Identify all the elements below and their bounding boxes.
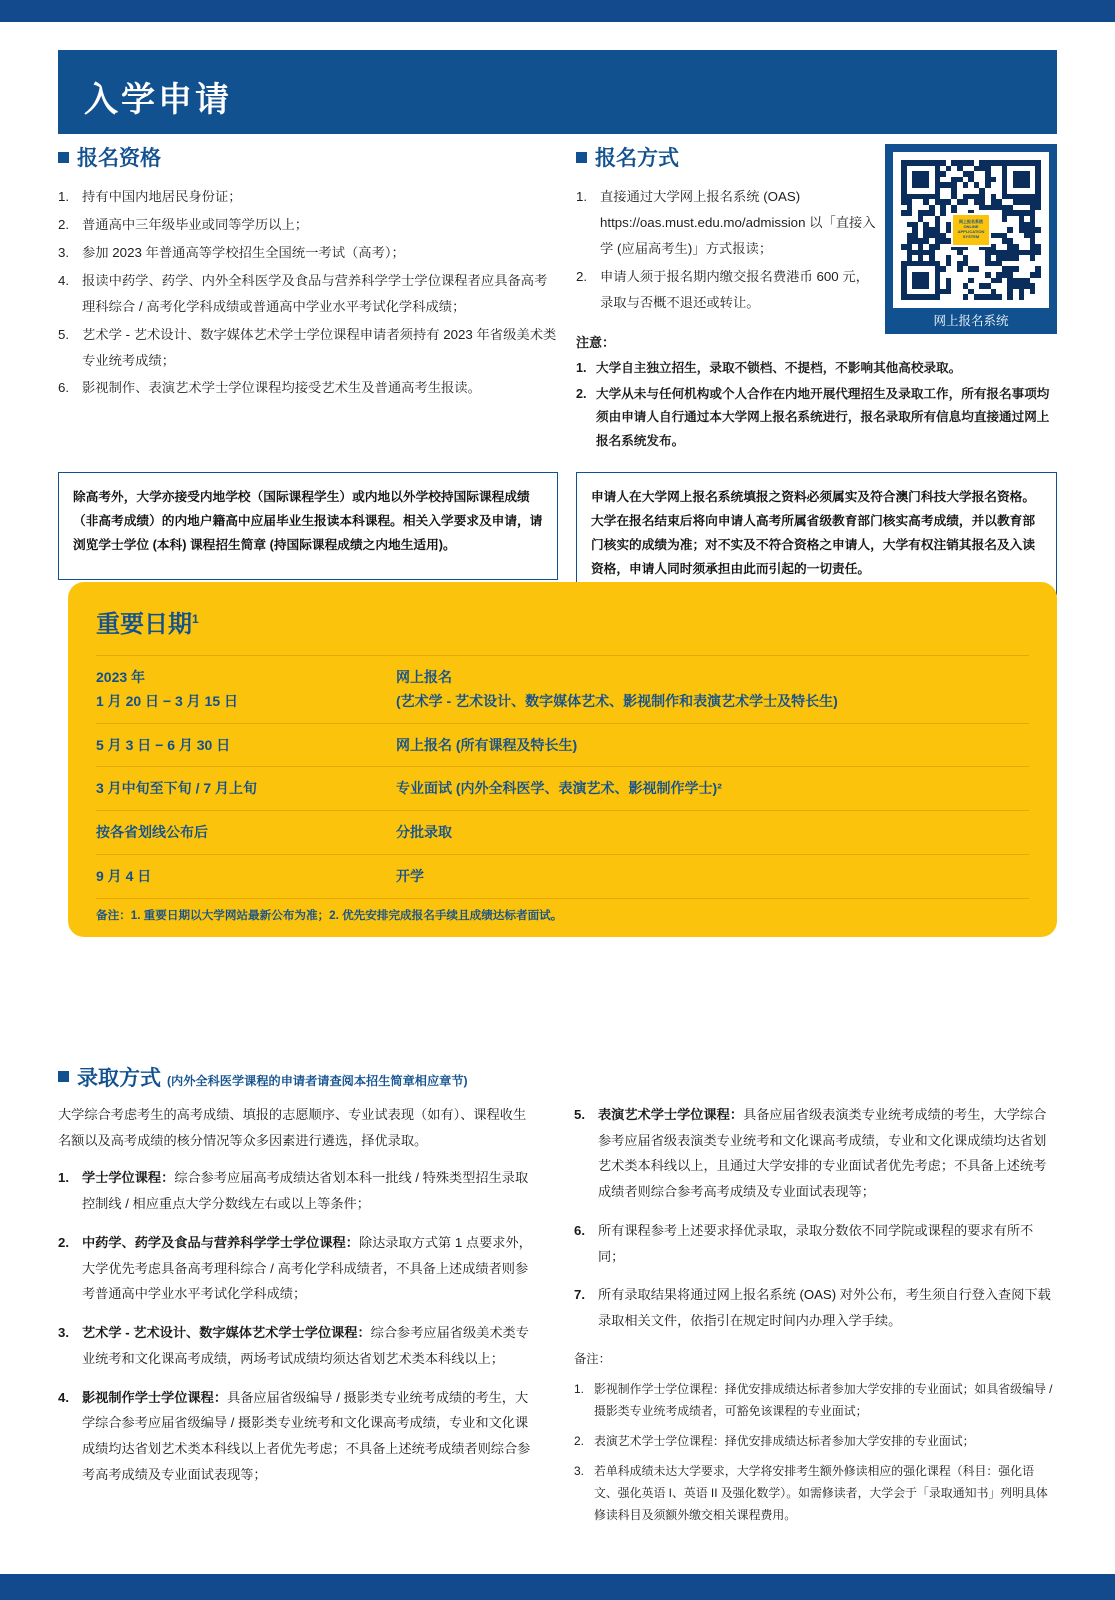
desc-cell: 开学 — [396, 867, 424, 884]
list-text-bold: 艺术学 - 艺术设计、数字媒体艺术学士学位课程： — [82, 1325, 371, 1341]
desc-line: 网上报名 — [396, 669, 452, 685]
list-item — [576, 264, 876, 316]
list-index: 3. — [58, 244, 70, 260]
list-index: 2. — [576, 386, 587, 401]
list-item — [576, 184, 876, 262]
list-item — [58, 1165, 538, 1216]
admission-heading — [58, 1062, 1057, 1092]
date-cell: 按各省划线公布后 — [96, 824, 208, 841]
list-index: 1. — [574, 1381, 584, 1396]
list-text: 所有录取结果将通过网上报名系统 (OAS) 对外公布，考生须自行登入查阅下载录取相关文件，依指引在规定时间内办理入学手续。 — [598, 1287, 1051, 1329]
list-item — [58, 240, 558, 266]
bottom-bar — [0, 1574, 1115, 1600]
admission-columns — [58, 1102, 1057, 1534]
list-index: 4. — [58, 1389, 69, 1405]
eligibility-list — [58, 184, 558, 401]
eligibility-heading-text: 报名资格 — [77, 147, 161, 170]
list-text-rest: 具备应届省级表演类专业统考成绩的考生，大学综合参考应届省级表演类专业统考和文化课高考成绩，专业和文化课成绩均达省划艺术类本科线以上，且通过大学安排的专业面试者优先考虑；不具备上述统考成绩者则综合参考高考成绩及专业面试表现等； — [598, 1107, 1047, 1200]
top-bar — [0, 0, 1115, 22]
list-index: 4. — [58, 272, 70, 288]
eligibility-callout-box: 除高考外，大学亦接受内地学校（国际课程学生）或内地以外学校持国际课程成绩（非高考成绩）的内地户籍高中应届毕业生报读本科课程。相关入学要求及申请，请浏览学士学位 (本科) 课程招生简章 (持国际课程成绩之内地生适用)。 — [58, 472, 558, 580]
list-item — [58, 268, 558, 320]
qr-caption: 网上报名系统 — [933, 314, 1009, 328]
desc-line: (艺术学 - 艺术设计、数字媒体艺术、影视制作和表演艺术学士及特长生) — [396, 692, 838, 709]
list-text: 艺术学 - 艺术设计、数字媒体艺术学士学位课程申请者须持有 2023 年省级美术类专业统考成绩； — [82, 326, 557, 368]
list-item — [58, 212, 558, 238]
page-title: 入学申请 — [84, 81, 232, 119]
list-index: 2. — [574, 1433, 584, 1448]
list-item — [58, 1385, 538, 1488]
list-item — [574, 1430, 1054, 1452]
list-text: 表演艺术学士学位课程：择优安排成绩达标者参加大学安排的专业面试； — [594, 1433, 975, 1448]
list-text: 大学从未与任何机构或个人合作在内地开展代理招生及录取工作，所有报名事项均须由申请人自行通过本大学网上报名系统进行，报名录取所有信息均直接通过网上报名系统发布。 — [596, 386, 1050, 448]
desc-cell: 分批录取 — [396, 824, 452, 841]
admission-subheading: (内外全科医学课程的申请者请查阅本招生简章相应章节) — [167, 1074, 468, 1088]
list-item — [574, 1102, 1054, 1205]
list-item — [58, 1320, 538, 1371]
list-text: 影视制作学士学位课程：择优安排成绩达标者参加大学安排的专业面试；如具省级编导 / 摄影类专业统考成绩者，可豁免该课程的专业面试； — [594, 1381, 1053, 1418]
square-bullet-icon — [576, 152, 587, 163]
list-index: 2. — [576, 268, 588, 284]
list-text: 所有课程参考上述要求择优录取，录取分数依不同学院或课程的要求有所不同； — [598, 1222, 1034, 1264]
admission-intro: 大学综合考虑考生的高考成绩、填报的志愿顺序、专业试表现（如有）、课程收生名额以及高考成绩的核分情况等众多因素进行遴选，择优录取。 — [58, 1107, 527, 1148]
list-item — [574, 1378, 1054, 1422]
list-text: 报读中药学、药学、内外全科医学及食品与营养科学学士学位课程者应具备高考理科综合 / 高考化学科成绩或普通高中学业水平考试化学科成绩； — [82, 272, 548, 314]
list-index: 1. — [58, 1170, 69, 1186]
list-index: 5. — [574, 1107, 585, 1122]
application-callout-box: 申请人在大学网上报名系统填报之资料必须属实及符合澳门科技大学报名资格。大学在报名结束后将向申请人高考所属省级教育部门核实高考成绩，并以教育部门核实的成绩为准；对不实及不符合资格之申请人，大学有权注销其报名及入读资格，申请人同时须承担由此而引起的一切责任。 — [576, 472, 1057, 595]
list-index: 5. — [58, 326, 70, 342]
page-title-band — [58, 50, 1057, 134]
table-row — [96, 810, 1029, 854]
table-row — [96, 766, 1029, 810]
date-cell: 5 月 3 日 − 6 月 30 日 — [96, 736, 231, 753]
qr-center-label: 网上报名系统 ONLINE APPLICATION SYSTEM — [951, 213, 991, 247]
important-dates-panel — [68, 582, 1057, 937]
list-text-rest: 除达录取方式第 1 点要求外，大学优先考虑具备高考理科综合 / 高考化学科成绩者，不具备上述成绩者则参考普通高中学业水平考试化学科成绩； — [82, 1234, 532, 1302]
list-index: 6. — [58, 380, 70, 396]
list-text — [598, 1102, 1054, 1205]
list-text — [82, 1230, 538, 1307]
list-text — [82, 1385, 538, 1488]
list-item — [58, 184, 558, 210]
eligibility-section — [58, 142, 558, 403]
date-line: 1 月 20 日 − 3 月 15 日 — [96, 692, 239, 709]
list-text: 参加 2023 年普通高等学校招生全国统一考试（高考）； — [82, 244, 405, 260]
date-line: 2023 年 — [96, 669, 146, 685]
qr-code-panel — [885, 144, 1057, 334]
date-cell — [96, 666, 396, 714]
table-row — [96, 655, 1029, 723]
table-row — [96, 854, 1029, 898]
list-text: 大学自主独立招生，录取不锁档、不提档，不影响其他高校录取。 — [596, 360, 962, 375]
list-item — [58, 375, 558, 401]
list-item — [58, 322, 558, 374]
eligibility-heading — [58, 142, 558, 172]
list-item — [574, 1460, 1054, 1526]
notice-title: 注意： — [576, 334, 616, 350]
square-bullet-icon — [58, 1071, 69, 1082]
important-dates-heading-sup: 1 — [192, 612, 199, 626]
square-bullet-icon — [58, 152, 69, 163]
list-text: 影视制作、表演艺术学士学位课程均接受艺术生及普通高考生报读。 — [82, 380, 481, 396]
list-index: 2. — [58, 216, 70, 232]
date-cell: 9 月 4 日 — [96, 867, 152, 884]
application-section — [576, 142, 1057, 456]
admission-remarks-title: 备注： — [574, 1351, 611, 1366]
list-index: 3. — [58, 1325, 69, 1341]
application-list — [576, 184, 876, 316]
list-index: 2. — [58, 1234, 69, 1250]
list-text-rest: 具备应届省级编导 / 摄影类专业统考成绩的考生，大学综合参考应届省级编导 / 摄影类专业统考和文化课高考成绩，专业和文化课成绩均达省划艺术类本科线以上者优先考虑；不具备上述统考成绩者则综合参考高考成绩及专业面试表现等； — [82, 1389, 531, 1482]
list-index: 6. — [574, 1222, 585, 1238]
list-index: 1. — [576, 189, 588, 204]
list-text-bold: 中药学、药学及食品与营养科学学士学位课程： — [82, 1234, 359, 1250]
list-index: 1. — [576, 360, 587, 375]
list-text-rest: 综合参考应届省级美术类专业统考和文化课高考成绩，两场考试成绩均须达省划艺术类本科线以上； — [82, 1325, 529, 1366]
qr-code-image — [893, 152, 1049, 308]
admission-heading-text: 录取方式 — [77, 1067, 161, 1090]
admission-list-right — [574, 1102, 1054, 1334]
list-item — [576, 383, 1057, 453]
important-dates-footnote: 备注：1. 重要日期以大学网站最新公布为准；2. 优先安排完成报名手续且成绩达标者面试。 — [96, 898, 1029, 923]
admission-left-column — [58, 1102, 538, 1534]
important-dates-heading — [96, 604, 1029, 639]
admission-list-left — [58, 1165, 538, 1487]
list-text — [82, 1165, 538, 1216]
admission-remarks-list — [574, 1378, 1054, 1526]
list-text: 普通高中三年级毕业或同等学历以上； — [82, 216, 309, 232]
list-text — [82, 1320, 538, 1371]
list-text-rest: 综合参考应届高考成绩达省划本科一批线 / 特殊类型招生录取控制线 / 相应重点大学分数线左右或以上等条件； — [82, 1170, 529, 1212]
admission-section — [58, 1062, 1057, 1534]
list-item — [574, 1282, 1054, 1333]
notice-list — [576, 357, 1057, 453]
list-text-bold: 表演艺术学士学位课程： — [598, 1107, 744, 1122]
desc-cell: 专业面试 (内外全科医学、表演艺术、影视制作学士)² — [396, 780, 722, 797]
date-cell: 3 月中旬至下旬 / 7 月上旬 — [96, 780, 258, 797]
list-text: 申请人须于报名期内缴交报名费港币 600 元，录取与否概不退还或转让。 — [600, 268, 869, 310]
list-index: 7. — [574, 1287, 585, 1303]
application-heading-text: 报名方式 — [595, 147, 679, 170]
important-dates-heading-text: 重要日期 — [96, 611, 192, 638]
list-index: 3. — [574, 1463, 584, 1478]
desc-cell — [396, 666, 1029, 714]
list-text-bold: 学士学位课程： — [82, 1170, 175, 1186]
list-item — [576, 357, 1057, 380]
list-index: 1. — [58, 189, 70, 204]
desc-cell: 网上报名 (所有课程及特长生) — [396, 736, 578, 753]
list-text: 若单科成绩未达大学要求，大学将安排考生额外修读相应的强化课程（科目：强化语文、强化英语 I、英语 II 及强化数学）。如需修读者，大学会于「录取通知书」列明具体修读科目及须额外缴交相关课程费用。 — [594, 1463, 1048, 1522]
admission-right-column — [574, 1102, 1054, 1534]
list-text: 直接通过大学网上报名系统 (OAS) https://oas.must.edu.mo/admission 以「直接入学 (应届高考生)」方式报读； — [600, 189, 876, 256]
list-text: 持有中国内地居民身份证； — [82, 189, 242, 204]
list-item — [58, 1230, 538, 1307]
list-item — [574, 1218, 1054, 1269]
list-text-bold: 影视制作学士学位课程： — [82, 1389, 228, 1405]
table-row — [96, 723, 1029, 767]
